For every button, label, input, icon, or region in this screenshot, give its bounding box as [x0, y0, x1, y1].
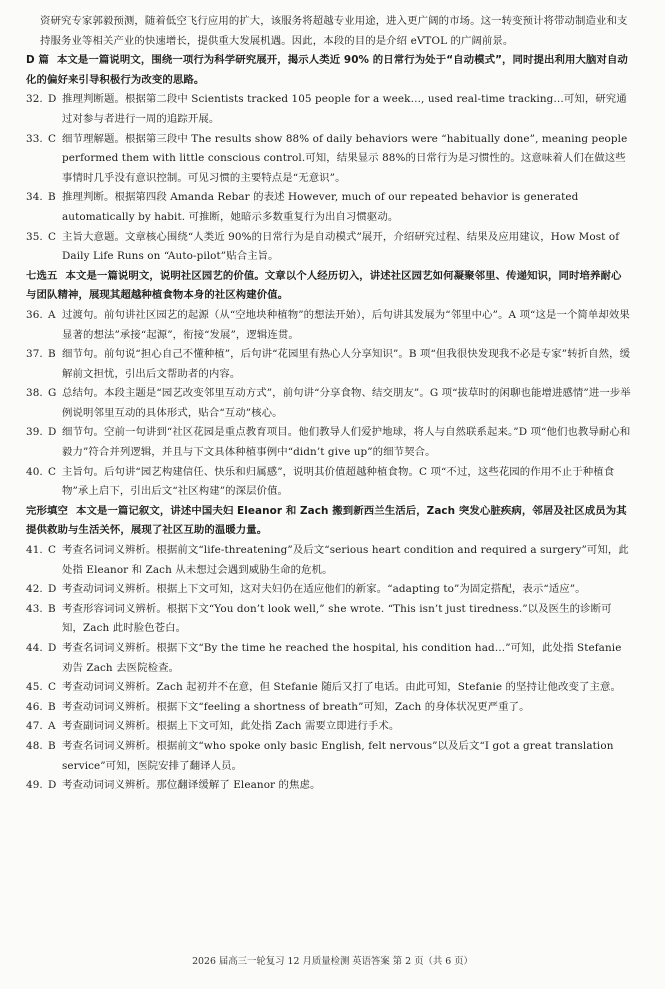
- answer-letter: C: [48, 132, 57, 145]
- answer-item: [26, 600, 631, 639]
- question-number: 32.: [26, 93, 43, 106]
- section-heading: [26, 502, 631, 541]
- question-number: 40.: [26, 465, 43, 478]
- answer-explanation: 考查副词词义辨析。根据上下文可知，此处指 Zach 需要立即进行手术。: [62, 720, 400, 733]
- question-number: 37.: [26, 348, 43, 361]
- page-content: [26, 12, 631, 796]
- section-summary: 本文是一篇记叙文，讲述中国夫妇 Eleanor 和 Zach 搬到新西兰生活后，Zach 突发心脏疾病，邻居及社区成员为其提供救助与生活关怀，展现了社区互助的温暖力量。: [26, 504, 627, 537]
- question-number: 42.: [26, 583, 43, 596]
- answer-letter: D: [48, 779, 57, 792]
- answer-letter: C: [48, 465, 57, 478]
- answer-item: [26, 130, 631, 189]
- answer-letter: C: [48, 230, 57, 243]
- question-number: 34.: [26, 191, 43, 204]
- section-tag: D 篇: [26, 54, 49, 67]
- answer-letter: C: [48, 681, 57, 694]
- answer-item: [26, 423, 631, 462]
- question-number: 33.: [26, 132, 43, 145]
- answer-letter: D: [48, 93, 57, 106]
- section-heading: [26, 51, 631, 90]
- answer-letter: C: [48, 544, 57, 557]
- question-number: 46.: [26, 700, 43, 713]
- answer-letter: D: [48, 583, 57, 596]
- question-number: 44.: [26, 642, 43, 654]
- answer-explanation: 考查动词词义辨析。Zach 起初并不在意，但 Stefanie 随后又打了电话。由此可知，Stefanie 的坚持让他改变了主意。: [62, 681, 621, 694]
- section-summary: 本文是一篇说明文，围绕一项行为科学研究展开，揭示人类近 90% 的日常行为处于“自动模式”，同时提出利用大脑对自动化的偏好来引导积极行为改变的思路。: [26, 54, 628, 86]
- question-number: 43.: [26, 602, 43, 615]
- page-footer: 2026 届高三一轮复习 12 月质量检测 英语答案 第 2 页（共 6 页）: [192, 956, 473, 967]
- question-number: 38.: [26, 387, 43, 400]
- answer-explanation: 推理判断。根据第四段 Amanda Rebar 的表述 However, much of our repeated behavior is generated automatically by habit. 可推断，她暗示多数重复行为出自习惯驱动。: [62, 191, 579, 223]
- answer-item: [26, 541, 631, 580]
- answer-item: [26, 678, 631, 698]
- answer-explanation: 细节理解题。根据第三段中 The results show 88% of daily behaviors were “habitually done”, meaning people performed them with little conscious control.可知，结果显示 88%的日常行为是习惯性的。这意味着人们在做这些事情时几乎没有意识控制。可见习惯的主要特点是“无意识”。: [62, 132, 628, 184]
- answer-letter: B: [48, 191, 56, 204]
- answer-letter: A: [48, 720, 56, 733]
- section-tag: 完形填空: [26, 504, 68, 517]
- answer-item: [26, 737, 631, 776]
- answer-explanation: 过渡句。前句讲社区园艺的起源（从“空地块种植物”的想法开始），后句讲其发展为“邻里中心”。A 项“这是一个简单却效果显著的想法”承接“起源”，衔接“发展”，逻辑连贯。: [62, 308, 630, 341]
- answer-item: [26, 639, 631, 678]
- answer-explanation: 细节句。空前一句讲到“社区花园是重点教育项目。他们教导人们爱护地球，将人与自然联系起来。”D 项“他们也教导耐心和毅力”符合并列逻辑，并且与下文具体种植事例中“didn’t give up”的细节契合。: [62, 426, 631, 459]
- answer-item: [26, 698, 631, 718]
- answer-item: [26, 345, 631, 384]
- answer-letter: B: [48, 700, 56, 713]
- answer-item: [26, 188, 631, 227]
- answer-explanation: 考查名词词义辨析。根据下文“By the time he reached the hospital, his condition had…”可知，此处指 Stefanie 劝告 Zach 去医院检查。: [62, 642, 622, 674]
- answer-explanation: 考查形容词词义辨析。根据下文“You don’t look well,” she wrote. “This isn’t just tiredness.”以及医生的诊断可知，Zach 此时脸色苍白。: [62, 602, 612, 635]
- answer-item: [26, 384, 631, 423]
- answer-explanation: 考查动词词义辨析。那位翻译缓解了 Eleanor 的焦虑。: [62, 779, 321, 792]
- answer-explanation: 细节句。前句说“担心自己不懂种植”，后句讲“花园里有热心人分享知识”。B 项“但我很快发现我不必是专家”转折自然，缓解前文担忧，引出后文帮助者的内容。: [62, 348, 631, 380]
- section-heading: [26, 267, 631, 306]
- answer-letter: A: [48, 308, 56, 321]
- section-summary: 本文是一篇说明文，说明社区园艺的价值。文章以个人经历切入，讲述社区园艺如何凝聚邻里、传递知识，同时培养耐心与团队精神，展现其超越种植食物本身的社区构建价值。: [26, 269, 622, 302]
- answer-letter: G: [48, 387, 57, 400]
- answer-explanation: 考查名词词义辨析。根据前文“who spoke only basic English, felt nervous”以及后文“I got a great translation service”可知，医院安排了翻译人员。: [62, 739, 614, 772]
- answer-letter: B: [48, 602, 56, 615]
- answer-explanation: 考查动词词义辨析。根据上下文可知，这对夫妇仍在适应他们的新家。“adapting to”为固定搭配，表示“适应”。: [62, 583, 586, 596]
- question-number: 41.: [26, 544, 43, 557]
- answer-explanation: 总结句。本段主题是“园艺改变邻里互动方式”，前句讲“分享食物、结交朋友”。G 项“拔草时的闲聊也能增进感情”进一步举例说明邻里互动的具体形式，贴合“互动”核心。: [62, 387, 631, 419]
- answer-letter: B: [48, 348, 56, 361]
- answer-item: [26, 580, 631, 600]
- question-number: 47.: [26, 720, 43, 733]
- section-tag: 七选五: [26, 269, 58, 282]
- question-number: 49.: [26, 779, 43, 792]
- answer-letter: B: [48, 739, 56, 752]
- question-number: 45.: [26, 681, 43, 694]
- answer-explanation: 考查名词词义辨析。根据前文“life-threatening”及后文“serious heart condition and required a surgery”可知，此处指 Eleanor 和 Zach 从未想过会遇到威胁生命的危机。: [62, 544, 629, 576]
- answer-explanation: 考查动词词义辨析。根据下文“feeling a shortness of breath”可知，Zach 的身体状况更严重了。: [62, 700, 530, 713]
- answer-letter: D: [48, 426, 57, 439]
- answer-letter: D: [48, 642, 57, 654]
- intro-paragraph: 资研究专家郭毅预测，随着低空飞行应用的扩大，该服务将超越专业用途，进入更广阔的市场。这一转变预计将带动制造业和支持服务业等相关产业的快速增长，提供重大发展机遇。因此，本段的目的是介绍 eVTOL 的广阔前景。: [40, 15, 628, 47]
- question-number: 35.: [26, 230, 43, 243]
- answer-item: [26, 90, 631, 129]
- answer-explanation: 主旨句。后句讲“园艺构建信任、快乐和归属感”，说明其价值超越种植食物。C 项“不过，这些花园的作用不止于种植食物”承上启下，引出后文“社区构建”的深层价值。: [62, 465, 615, 498]
- answer-item: [26, 463, 631, 502]
- question-number: 39.: [26, 426, 43, 439]
- answer-item: [26, 306, 631, 345]
- question-number: 36.: [26, 308, 43, 321]
- answer-item: [26, 228, 631, 267]
- answer-explanation: 推理判断题。根据第二段中 Scientists tracked 105 people for a week…, used real-time tracking…可知，研究通过对参与者进行一周的追踪开展。: [62, 93, 627, 125]
- answer-item: [26, 776, 631, 796]
- answer-item: [26, 717, 631, 737]
- question-number: 48.: [26, 739, 43, 752]
- answer-explanation: 主旨大意题。文章核心围绕“人类近 90%的日常行为是自动模式”展开，介绍研究过程、结果及应用建议，How Most of Daily Life Runs on “Auto-pilot”贴合主旨。: [62, 230, 620, 263]
